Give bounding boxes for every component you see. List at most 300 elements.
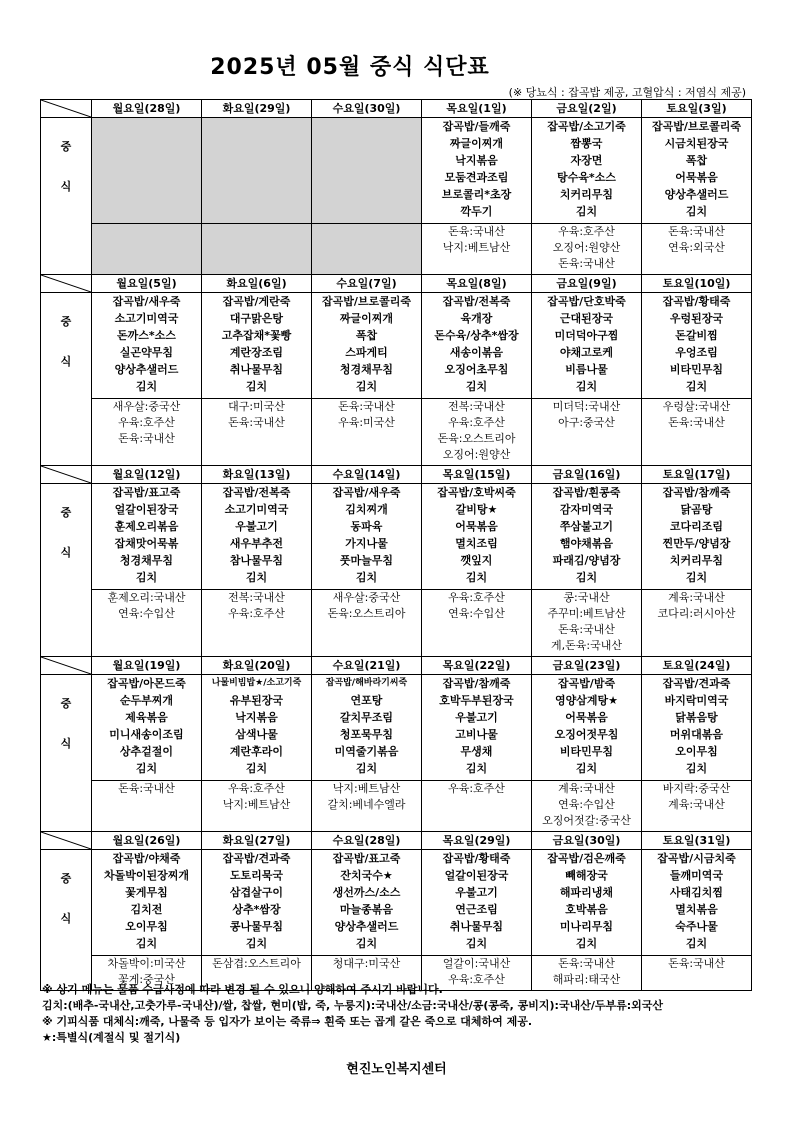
menu-cell [642,118,752,224]
meal-label [41,118,92,275]
menu-cell [422,293,532,399]
origin-item: 낙지:베트남산 [332,782,401,795]
day-header: 월요일(28일) [92,100,202,118]
menu-item: 잡곡밥/들깨죽 [442,120,511,133]
day-header: 금요일(23일) [532,657,642,675]
menu-item: 삼색나물 [235,728,278,741]
menu-item: 연포탕 [350,694,383,707]
menu-item: 잡곡밥/검은깨죽 [547,852,626,865]
origin-item: 오징어:원양산 [442,448,511,461]
origin-cell [422,224,532,275]
origin-cell [532,590,642,657]
day-header: 화요일(20일) [202,657,312,675]
origin-item: 돈육:국내산 [558,623,615,636]
origin-item: 훈제오리:국내산 [107,591,186,604]
menu-item: 잡곡밥/해바라기씨죽 [325,678,408,688]
origin-item: 차돌박이:미국산 [107,957,186,970]
day-header: 토요일(10일) [642,275,752,293]
origin-cell [532,399,642,466]
origin-item: 연육:수입산 [558,798,615,811]
origin-cell [312,590,422,657]
origin-cell [92,399,202,466]
menu-item: 닭곰탕 [680,503,713,516]
menu-item: 김치 [685,571,708,584]
menu-item: 소고기미역국 [114,312,179,325]
origin-item: 해파리:태국산 [552,973,621,986]
origin-item: 돈육:국내산 [668,957,725,970]
corner-diagonal [41,832,92,850]
corner-diagonal [41,100,92,118]
menu-cell [202,293,312,399]
menu-item: 미나리무침 [559,920,614,933]
menu-item: 얼갈이된장국 [114,503,179,516]
menu-item: 낙지볶음 [235,711,278,724]
origin-cell [642,781,752,832]
day-header: 금요일(30일) [532,832,642,850]
menu-item: 김치 [575,205,598,218]
menu-item: 영양삼계탕★ [555,694,618,707]
menu-item: 김치 [575,762,598,775]
menu-item: 연근조림 [455,903,498,916]
menu-item: 김치전 [130,903,163,916]
menu-item: 닭볶음탕 [675,711,718,724]
menu-table [40,99,752,991]
menu-item: 어묵볶음 [565,711,608,724]
menu-cell [422,118,532,224]
menu-item: 훈제오리볶음 [114,520,179,533]
menu-item: 취나물무침 [229,363,284,376]
origin-item: 대구:미국산 [228,400,285,413]
menu-item: 김치 [575,937,598,950]
origin-item: 돈육:오스트리아 [327,607,406,620]
day-header: 화요일(6일) [202,275,312,293]
day-header: 수요일(30일) [312,100,422,118]
menu-item: 시금치된장국 [664,137,729,150]
menu-item: 깻잎지 [460,554,493,567]
meal-label-char: 식 [60,355,72,368]
menu-item: 잡곡밥/호박씨죽 [437,486,516,499]
menu-cell [532,484,642,590]
day-header: 화요일(27일) [202,832,312,850]
origin-cell [92,590,202,657]
menu-item: 차돌박이된장찌개 [103,869,189,882]
day-header: 화요일(13일) [202,466,312,484]
menu-item: 치커리무침 [669,554,724,567]
diet-note: (※ 당뇨식 : 잡곡밥 제공, 고혈압식 : 저염식 제공) [508,86,746,99]
menu-cell [92,293,202,399]
day-header: 목요일(29일) [422,832,532,850]
menu-item: 참나물무침 [229,554,284,567]
menu-item: 청포묵무침 [339,728,394,741]
origin-item: 우육:호주산 [228,607,285,620]
menu-item: 김치 [245,937,268,950]
origin-item: 코다리:러시아산 [657,607,736,620]
menu-item: 동파육 [350,520,383,533]
origin-cell [92,781,202,832]
menu-item: 콩나물무침 [229,920,284,933]
menu-item: 머위대볶음 [669,728,724,741]
day-header: 월요일(19일) [92,657,202,675]
menu-row [41,675,752,781]
menu-item: 계란후라이 [229,745,284,758]
origin-row [41,399,752,466]
menu-item: 폭찹 [355,329,378,342]
menu-item: 사태김치찜 [669,886,724,899]
menu-item: 고비나물 [455,728,498,741]
menu-item: 양상추샐러드 [334,920,399,933]
menu-item: 실곤약무침 [119,346,174,359]
meal-label [41,484,92,657]
menu-item: 김치 [575,380,598,393]
day-header: 화요일(29일) [202,100,312,118]
menu-item: 우불고기 [455,711,498,724]
origin-item: 낙지:베트남산 [442,241,511,254]
menu-cell [312,293,422,399]
menu-item: 순두부찌개 [119,694,174,707]
menu-cell [532,118,642,224]
day-header: 목요일(8일) [422,275,532,293]
menu-item: 잡곡밥/새우죽 [332,486,401,499]
origin-item: 청대구:미국산 [332,957,401,970]
menu-cell [642,850,752,956]
meal-label-char: 중 [60,872,72,885]
menu-item: 감자미역국 [559,503,614,516]
menu-item: 새우부추전 [229,537,284,550]
menu-item: 바지락미역국 [664,694,729,707]
day-header: 수요일(21일) [312,657,422,675]
menu-item: 들깨미역국 [669,869,724,882]
origin-item: 돈육:국내산 [118,782,175,795]
day-header: 목요일(22일) [422,657,532,675]
origin-cell [422,781,532,832]
menu-item: 낙지볶음 [455,154,498,167]
menu-item: 잡곡밥/참깨죽 [662,486,731,499]
menu-item: 대구맑은탕 [229,312,284,325]
corner-diagonal [41,657,92,675]
menu-item: 김치 [355,380,378,393]
origin-item: 우육:호주산 [118,416,175,429]
footer-line-substitute: ※ 기피식품 대체식:깨죽, 나물죽 등 입자가 보이는 죽류⇒ 흰죽 또는 곱게 갈은 죽으로 대체하여 제공. [42,1015,533,1028]
origin-item: 돈육:국내산 [668,225,725,238]
menu-item: 나물비빔밥★/소고기죽 [211,678,302,688]
menu-cell [422,484,532,590]
menu-item: 고추잡채*꽃빵 [221,329,292,342]
menu-item: 무생채 [460,745,493,758]
menu-item: 돈갈비찜 [675,329,718,342]
menu-item: 잡곡밥/브로콜리죽 [321,295,412,308]
menu-item: 김치 [685,762,708,775]
empty-menu-cell [92,118,202,224]
day-header: 금요일(2일) [532,100,642,118]
menu-item: 잡곡밥/야채죽 [112,852,181,865]
origin-item: 낙지:베트남산 [222,798,291,811]
origin-item: 돈육:국내산 [118,432,175,445]
origin-item: 전복:국내산 [228,591,285,604]
menu-item: 김치 [245,762,268,775]
menu-item: 잡채맛어묵볶 [114,537,179,550]
day-header: 금요일(16일) [532,466,642,484]
menu-item: 청경채무침 [339,363,394,376]
menu-item: 잡곡밥/시금치죽 [657,852,736,865]
menu-cell [92,484,202,590]
menu-item: 잡곡밥/황태죽 [662,295,731,308]
menu-item: 코다리조림 [669,520,724,533]
menu-item: 우엉조림 [675,346,718,359]
empty-menu-cell [312,118,422,224]
menu-item: 유부된장국 [229,694,284,707]
menu-item: 근대된장국 [559,312,614,325]
menu-item: 육개장 [460,312,493,325]
menu-cell [312,675,422,781]
menu-row [41,118,752,224]
empty-origin-cell [92,224,202,275]
meal-label-char: 식 [60,180,72,193]
menu-item: 깍두기 [460,205,493,218]
origin-item: 우육:호주산 [448,973,505,986]
origin-item: 우렁살:국내산 [662,400,731,413]
origin-item: 얼갈이:국내산 [442,957,511,970]
week-header-row [41,275,752,293]
day-header: 수요일(7일) [312,275,422,293]
origin-item: 연육:수입산 [118,607,175,620]
menu-item: 잡곡밥/황태죽 [442,852,511,865]
menu-item: 어묵볶음 [675,171,718,184]
menu-item: 잡곡밥/소고기죽 [547,120,626,133]
footer-notes [42,982,757,1046]
menu-item: 잡곡밥/단호박죽 [547,295,626,308]
menu-item: 쭈삼불고기 [559,520,614,533]
meal-label-char: 식 [60,546,72,559]
origin-item: 돈육:오스트리아 [437,432,516,445]
menu-item: 취나물무침 [449,920,504,933]
menu-item: 김치 [135,762,158,775]
menu-item: 김치 [355,762,378,775]
menu-cell [92,675,202,781]
origin-row [41,224,752,275]
menu-item: 청경채무침 [119,554,174,567]
menu-item: 잡곡밥/표고죽 [112,486,181,499]
origin-item: 우육:미국산 [338,416,395,429]
menu-item: 호박볶음 [565,903,608,916]
menu-item: 브로콜리*초장 [441,188,512,201]
menu-item: 김치찌개 [345,503,388,516]
menu-row [41,293,752,399]
menu-item: 우불고기 [455,886,498,899]
menu-item: 도토리묵국 [229,869,284,882]
origin-item: 우육:호주산 [228,782,285,795]
menu-item: 삼겹살구이 [229,886,284,899]
menu-item: 비타민무침 [669,363,724,376]
menu-cell [642,293,752,399]
day-header: 토요일(17일) [642,466,752,484]
menu-item: 김치 [465,380,488,393]
menu-item: 비름나물 [565,363,608,376]
menu-item: 김치 [355,937,378,950]
menu-item: 탕수육*소스 [557,171,616,184]
menu-item: 돈수육/상추*쌈장 [434,329,519,342]
origin-item: 우육:호주산 [448,416,505,429]
menu-cell [202,675,312,781]
day-header: 수요일(14일) [312,466,422,484]
menu-item: 생선까스/소스 [332,886,401,899]
footer-line-special: ★:특별식(계절식 및 절기식) [42,1031,181,1044]
menu-item: 잡곡밥/게란죽 [222,295,291,308]
menu-item: 김치 [465,937,488,950]
menu-item: 꽃게무침 [125,886,168,899]
menu-item: 김치 [575,571,598,584]
menu-item: 자장면 [570,154,603,167]
menu-cell [312,850,422,956]
origin-item: 연육:수입산 [448,607,505,620]
meal-label-char: 중 [60,315,72,328]
meal-label [41,293,92,466]
menu-item: 김치 [355,571,378,584]
meal-label-char: 중 [60,140,72,153]
origin-cell [202,590,312,657]
menu-item: 양상추샐러드 [114,363,179,376]
center-name: 현진노인복지센터 [346,1062,447,1077]
menu-cell [642,484,752,590]
menu-cell [422,850,532,956]
menu-item: 계란장조림 [229,346,284,359]
day-header: 토요일(24일) [642,657,752,675]
menu-item: 소고기미역국 [224,503,289,516]
menu-item: 갈치무조림 [339,711,394,724]
day-header: 월요일(12일) [92,466,202,484]
menu-item: 오징어초무침 [444,363,509,376]
menu-cell [92,850,202,956]
origin-item: 바지락:중국산 [662,782,731,795]
menu-item: 마늘종볶음 [339,903,394,916]
week-header-row [41,832,752,850]
origin-cell [312,399,422,466]
menu-item: 햄야채볶음 [559,537,614,550]
menu-item: 새송이볶음 [449,346,504,359]
menu-row [41,850,752,956]
menu-item: 잡곡밥/아몬드죽 [107,677,186,690]
week-header-row [41,466,752,484]
origin-item: 새우살:중국산 [112,400,181,413]
origin-item: 돈육:국내산 [558,257,615,270]
footer-line-change-notice: ※ 상기 메뉴는 물품 수급사정에 따라 변경 될 수 있으니 양해하여 주시기 바랍니다. [42,983,443,996]
day-header: 월요일(26일) [92,832,202,850]
menu-item: 숙주나물 [675,920,718,933]
menu-item: 김치 [465,571,488,584]
day-header: 토요일(3일) [642,100,752,118]
menu-item: 우렁된장국 [669,312,724,325]
menu-item: 잡곡밥/표고죽 [332,852,401,865]
menu-item: 폭찹 [685,154,708,167]
origin-item: 돈육:국내산 [668,416,725,429]
menu-item: 모둠견과조림 [444,171,509,184]
origin-item: 미더덕:국내산 [552,400,621,413]
origin-cell [202,399,312,466]
menu-cell [532,850,642,956]
menu-item: 멸치조림 [455,537,498,550]
menu-cell [532,293,642,399]
meal-label-char: 중 [60,697,72,710]
origin-item: 돈육:국내산 [228,416,285,429]
origin-item: 오징어젓갈:중국산 [542,814,631,827]
corner-diagonal [41,275,92,293]
origin-cell [532,781,642,832]
menu-item: 잔치국수★ [340,869,393,882]
footer-line-origin: 김치:(배추-국내산,고춧가루-국내산)/쌀, 찹쌀, 현미(밥, 죽, 누룽지):국내산/소금:국내산/콩(콩죽, 콩비지):국내산/두부류:외국산 [42,999,663,1012]
meal-label [41,675,92,832]
menu-item: 파래김/양념장 [552,554,621,567]
day-header: 금요일(9일) [532,275,642,293]
origin-cell [532,224,642,275]
menu-item: 잡곡밥/견과죽 [222,852,291,865]
meal-label-char: 중 [60,506,72,519]
menu-item: 김치 [135,380,158,393]
origin-item: 우육:호주산 [558,225,615,238]
menu-item: 해파리냉채 [559,886,614,899]
corner-diagonal [41,466,92,484]
menu-item: 잡곡밥/참깨죽 [442,677,511,690]
menu-item: 미역줄기볶음 [334,745,399,758]
origin-item: 주꾸미:베트남산 [547,607,626,620]
menu-item: 제육볶음 [125,711,168,724]
menu-item: 잡곡밥/새우죽 [112,295,181,308]
origin-item: 갈치:베네수엘라 [327,798,406,811]
menu-cell [422,675,532,781]
origin-cell [202,781,312,832]
menu-item: 김치 [685,937,708,950]
menu-item: 찐만두/양념장 [662,537,731,550]
menu-item: 어묵볶음 [455,520,498,533]
menu-item: 잡곡밥/밤죽 [557,677,616,690]
origin-item: 돈육:국내산 [558,957,615,970]
menu-item: 우불고기 [235,520,278,533]
origin-item: 게,돈육:국내산 [551,639,622,652]
origin-cell [642,399,752,466]
menu-item: 짜글이찌개 [339,312,394,325]
menu-item: 잡곡밥/브로콜리죽 [651,120,742,133]
menu-item: 상추겉절이 [119,745,174,758]
menu-cell [642,675,752,781]
menu-cell [202,850,312,956]
menu-item: 김치 [135,571,158,584]
menu-item: 잡곡밥/견과죽 [662,677,731,690]
menu-item: 야채고로케 [559,346,614,359]
menu-item: 풋마늘무침 [339,554,394,567]
origin-item: 연육:외국산 [668,241,725,254]
menu-item: 오이무침 [125,920,168,933]
page-title: 2025년 05월 중식 식단표 [210,55,490,80]
menu-cell [202,484,312,590]
origin-cell [312,781,422,832]
week-header-row [41,100,752,118]
menu-item: 상추*쌈장 [232,903,281,916]
menu-item: 얼갈이된장국 [444,869,509,882]
menu-item: 치커리무침 [559,188,614,201]
menu-cell [312,484,422,590]
origin-item: 돈삼겹:오스트리아 [212,957,301,970]
day-header: 월요일(5일) [92,275,202,293]
day-header: 토요일(31일) [642,832,752,850]
origin-item: 꽃게:중국산 [118,973,175,986]
menu-item: 김치 [245,571,268,584]
meal-label-char: 식 [60,737,72,750]
menu-item: 김치 [135,937,158,950]
origin-item: 콩:국내산 [563,591,610,604]
origin-cell [422,399,532,466]
menu-item: 김치 [685,380,708,393]
origin-item: 새우살:중국산 [332,591,401,604]
menu-item: 짬뽕국 [570,137,603,150]
menu-item: 김치 [245,380,268,393]
